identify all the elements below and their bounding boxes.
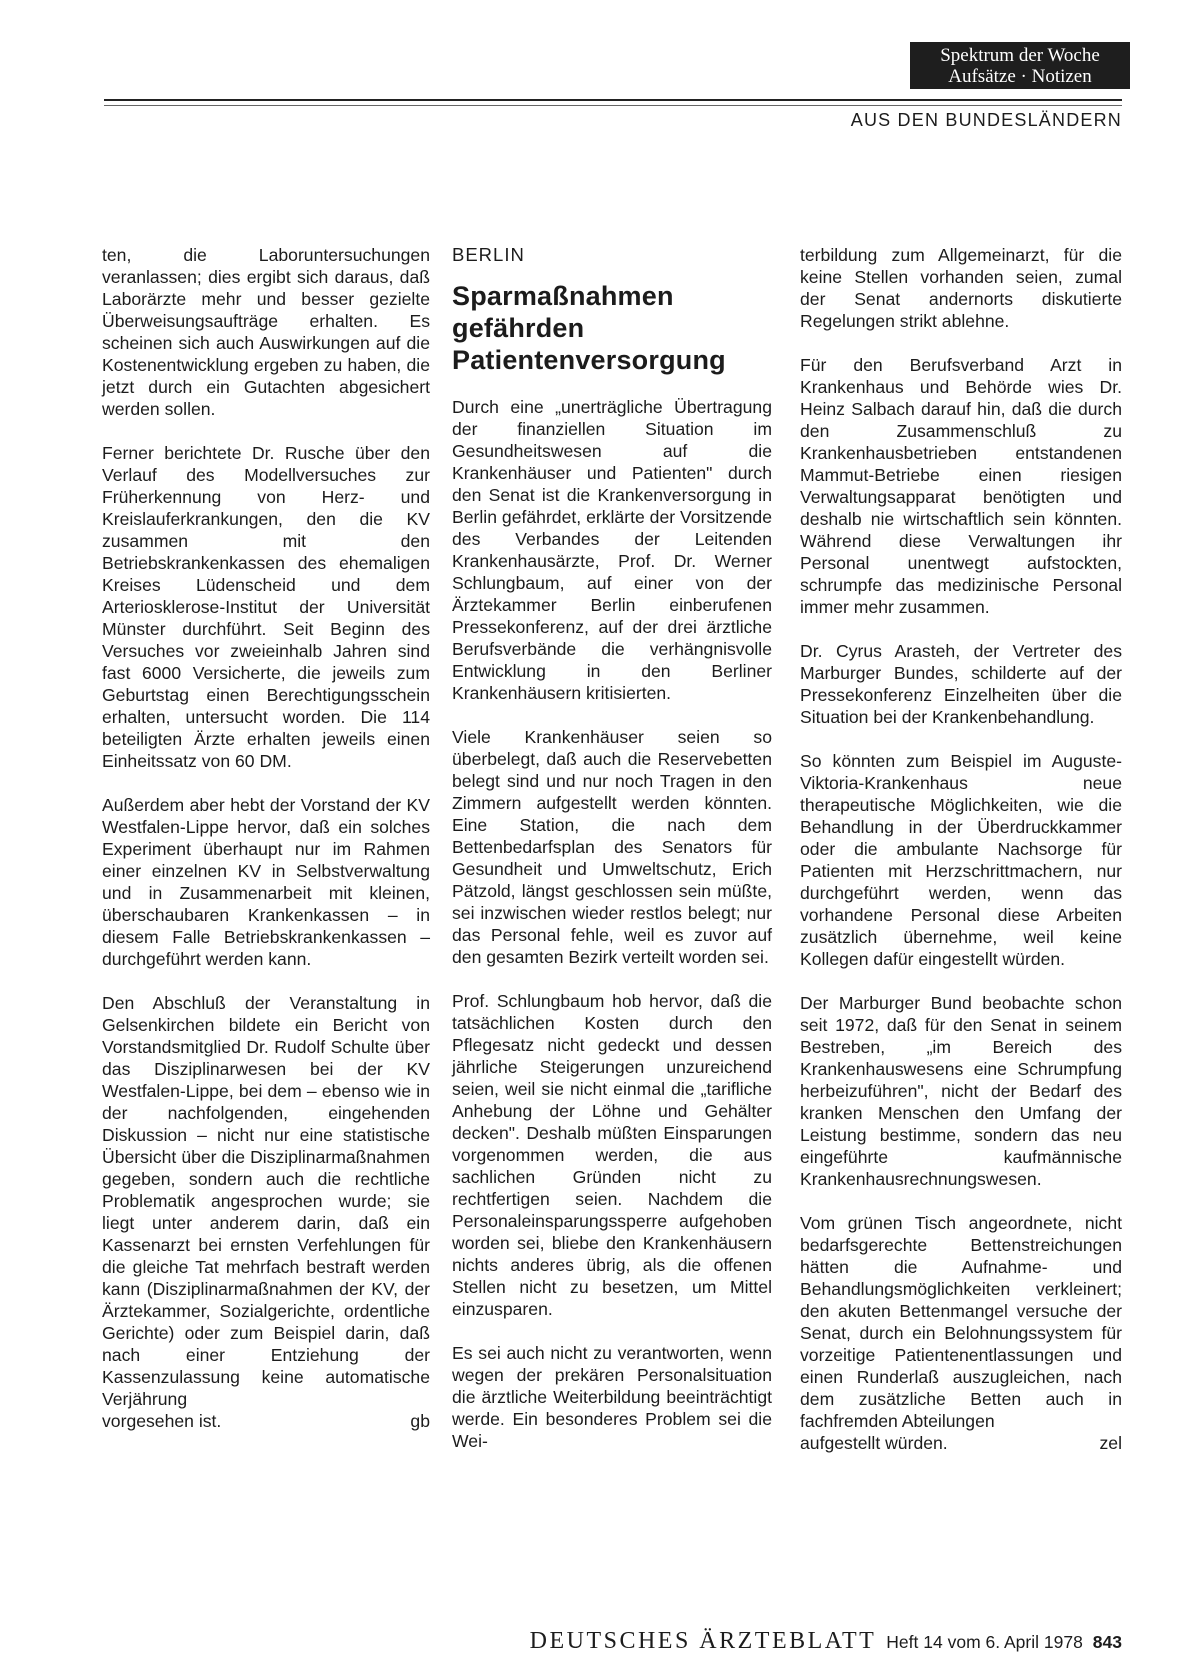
- header-rule: [104, 99, 1122, 101]
- header-rule-thin: [104, 105, 1122, 106]
- paragraph: Es sei auch nicht zu verantworten, wenn wegen der prekären Personalsituation die ärztliche Weiterbildung beeinträchtigt werde. Ein besonderes Problem sei die Wei-: [452, 1343, 772, 1451]
- page-footer: [530, 1628, 1122, 1655]
- author-signature: zel: [1099, 1433, 1122, 1453]
- paragraph: terbildung zum Allgemeinarzt, für die keine Stellen vorhanden seien, zumal der Senat andernorts diskutierte Regelungen strikt ablehne.: [800, 245, 1122, 331]
- paragraph: So könnten zum Beispiel im Auguste-Viktoria-Krankenhaus neue therapeutische Möglichkeiten, wie die Behandlung in der Überdruckkammer oder die ambulante Nachsorge für Patienten mit Herzschrittmachern, nur durchgeführt werden, wenn das vorhandene Personal diese Arbeiten zusätzlich übernehme, weil keine Kollegen dafür eingestellt würden.: [800, 751, 1122, 969]
- paragraph-end: vorgesehen ist.: [102, 1411, 222, 1431]
- paragraph: Viele Krankenhäuser seien so überbelegt, daß auch die Reservebetten belegt sind und nur noch Tragen in den Zimmern aufgestellt werden könnten. Eine Station, die nach dem Bettenbedarfsplan des Senators für Gesundheit und Umweltschutz, Erich Pätzold, längst geschlossen sein müßte, sei inzwischen wieder restlos belegt; nur das Personal fehle, weil es zuvor auf den gesamten Bezirk verteilt worden sei.: [452, 727, 772, 967]
- author-signature: gb: [410, 1411, 430, 1431]
- paragraph: ten, die Laboruntersuchungen veranlassen; dies ergibt sich daraus, daß Laborärzte mehr und besser gezielte Überweisungsaufträge erhalten. Es scheinen sich auch Auswirkungen auf die Kostenentwicklung ergeben zu haben, die jetzt durch ein Gutachten abgesichert werden sollen.: [102, 245, 430, 419]
- section-title: AUS DEN BUNDESLÄNDERN: [850, 110, 1122, 130]
- section-tag-line2: Aufsätze · Notizen: [948, 66, 1092, 87]
- article-headline: [452, 280, 772, 376]
- paragraph: Der Marburger Bund beobachte schon seit 1972, daß für den Senat in seinem Bestreben, „im Bereich des Krankenhauswesens eine Schrumpfung herbeizuführen", nicht der Bedarf des kranken Menschen den Umfang der Leistung bestimme, sondern das neu eingeführte kaufmännische Krankenhausrechnungswesen.: [800, 993, 1122, 1189]
- paragraph-text: Den Abschluß der Veranstaltung in Gelsenkirchen bildete ein Bericht von Vorstandsmitglied Dr. Rudolf Schulte über das Disziplinarwesen bei der KV Westfalen-Lippe, bei dem – ebenso wie in der nachfolgenden, eingehenden Diskussion – nicht nur eine statistische Übersicht über die Disziplinarmaßnahmen gegeben, sondern auch die rechtliche Problematik angesprochen wurde; sie liegt unter anderem darin, daß ein Kassenarzt bei ernsten Verfehlungen für die gleiche Tat mehrfach bestraft werden kann (Disziplinarmaßnahmen der KV, der Ärztekammer, Sozialgerichte, ordentliche Gerichte) oder zum Beispiel darin, daß nach einer Entziehung der Kassenzulassung keine automatische Verjährung: [102, 993, 430, 1409]
- magazine-title: DEUTSCHES ÄRZTEBLATT: [529, 1628, 877, 1654]
- article-kicker: BERLIN: [452, 244, 525, 265]
- paragraph: Ferner berichtete Dr. Rusche über den Verlauf des Modellversuches zur Früherkennung von Herz- und Kreislauferkrankungen, den die KV zusammen mit den Betriebskrankenkassen des ehemaligen Kreises Lüdenscheid und dem Arteriosklerose-Institut der Universität Münster durchführt. Seit Beginn des Versuches vor zweieinhalb Jahren sind fast 6000 Versicherte, die jeweils zum Geburtstag einen Berechtigungsschein erhalten, untersucht worden. Die 114 beteiligten Ärzte erhalten jeweils einen Einheitssatz von 60 DM.: [102, 443, 430, 771]
- column-1: [102, 244, 430, 1432]
- paragraph-end: aufgestellt würden.: [800, 1433, 948, 1453]
- column-3: [800, 244, 1122, 1454]
- paragraph-text: Vom grünen Tisch angeordnete, nicht bedarfsgerechte Bettenstreichungen hätten die Aufnahme- und Behandlungsmöglichkeiten verkleinert; den akuten Bettenmangel versuche der Senat, durch ein Belohnungssystem für vorzeitige Patientenentlassungen und einen Runderlaß auszugleichen, nach dem zusätzliche Betten auch in fachfremden Abteilungen: [800, 1213, 1122, 1431]
- paragraph: Außerdem aber hebt der Vorstand der KV Westfalen-Lippe hervor, daß ein solches Experiment überhaupt nur im Rahmen einer einzelnen KV in Selbstverwaltung und in Zusammenarbeit mit kleinen, überschaubaren Krankenkassen – in diesem Falle Betriebskrankenkassen – durchgeführt werden kann.: [102, 795, 430, 969]
- paragraph: Für den Berufsverband Arzt in Krankenhaus und Behörde wies Dr. Heinz Salbach darauf hin, daß die durch den Zusammenschluß zu Krankenhausbetrieben entstandenen Mammut-Betriebe einen riesigen Verwaltungsapparat benötigten und deshalb nie wirtschaftlich sein könnten. Während diese Verwaltungen ihr Personal unentwegt aufstockten, schrumpfe das medizinische Personal immer mehr zusammen.: [800, 355, 1122, 617]
- paragraph: [800, 1212, 1122, 1432]
- page-number: 843: [1092, 1632, 1122, 1652]
- section-tag-line1: Spektrum der Woche: [940, 45, 1100, 66]
- headline-line: Patientenversorgung: [452, 345, 726, 375]
- column-2: [452, 244, 772, 1474]
- signature-line: [800, 1432, 1122, 1454]
- paragraph: Prof. Schlungbaum hob hervor, daß die tatsächlichen Kosten durch den Pflegesatz nicht gedeckt und dessen jährliche Steigerungen unzureichend seien, weil sie nicht einmal die „tarifliche Anhebung der Löhne und Gehälter decken". Deshalb müßten Einsparungen vorgenommen werden, die aus sachlichen Gründen nicht zu rechtfertigen seien. Nachdem die Personaleinsparungssperre aufgehoben worden sei, bliebe den Krankenhäusern nichts anderes übrig, als die offenen Stellen nicht zu besetzen, um Mittel einzusparen.: [452, 991, 772, 1319]
- paragraph: Durch eine „unerträgliche Übertragung der finanziellen Situation im Gesundheitswesen auf die Krankenhäuser und Patienten" durch den Senat ist die Krankenversorgung in Berlin gefährdet, erklärte der Vorsitzende des Verbandes der Leitenden Krankenhausärzte, Prof. Dr. Werner Schlungbaum, auf einer von der Ärztekammer Berlin einberufenen Pressekonferenz, auf der drei ärztliche Berufsverbände die verhängnisvolle Entwicklung in den Berliner Krankenhäusern kritisierten.: [452, 397, 772, 703]
- paragraph: Dr. Cyrus Arasteh, der Vertreter des Marburger Bundes, schilderte auf der Pressekonferenz Einzelheiten über die Situation bei der Krankenbehandlung.: [800, 641, 1122, 727]
- headline-line: gefährden: [452, 313, 585, 343]
- signature-line: [102, 1410, 430, 1432]
- section-tag: [910, 42, 1130, 89]
- headline-line: Sparmaßnahmen: [452, 281, 674, 311]
- paragraph: [102, 992, 430, 1410]
- issue-info: Heft 14 vom 6. April 1978: [886, 1632, 1083, 1652]
